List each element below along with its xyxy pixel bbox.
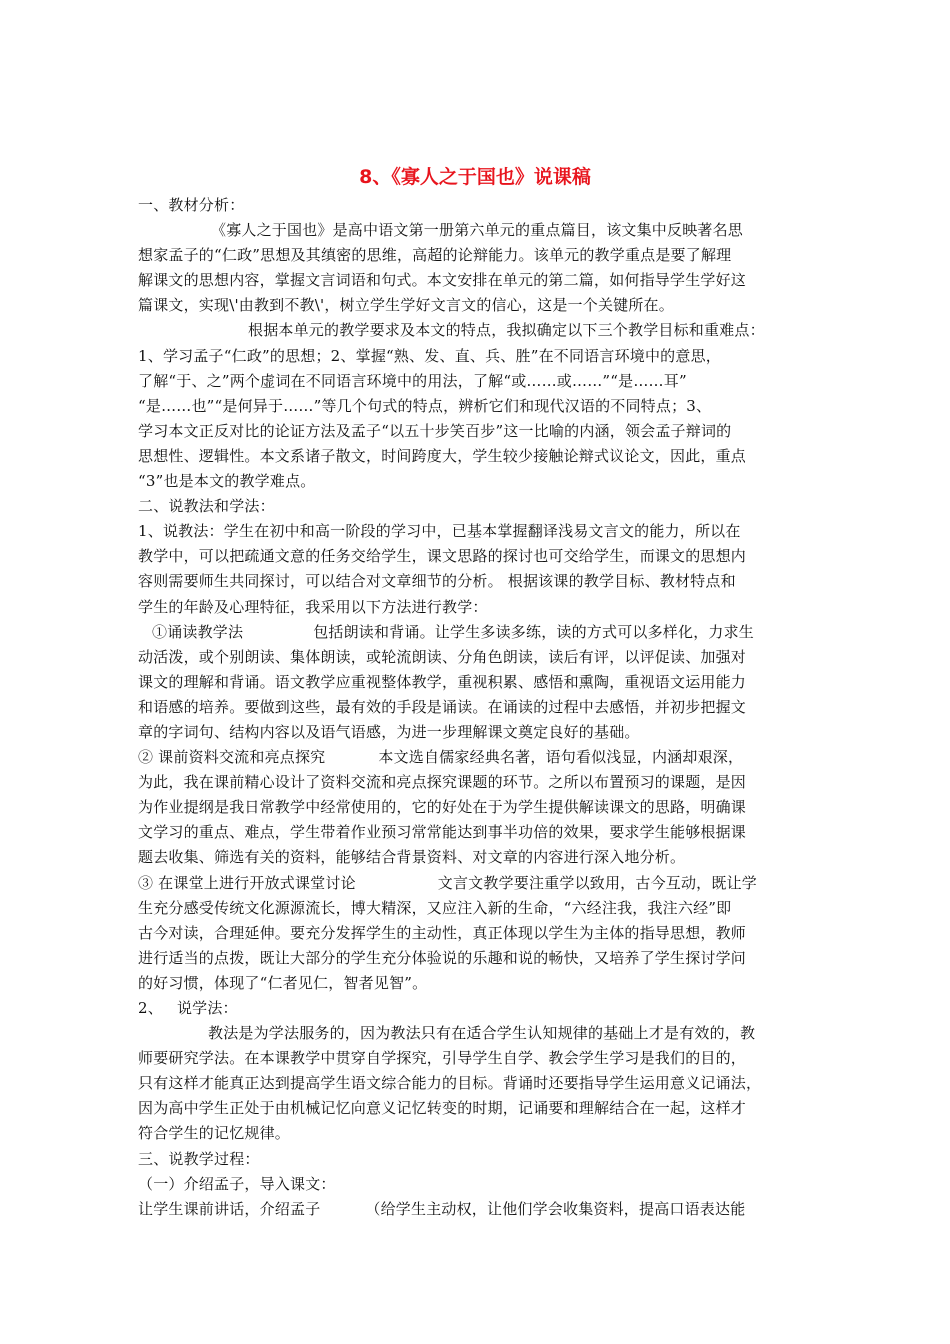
paragraph-line: 让学生课前讲话，介绍孟子 （给学生主动权，让他们学会收集资料，提高口语表达能 [138, 1199, 746, 1218]
subsection-heading: 2、 说学法： [138, 999, 238, 1017]
section-heading: 三、说教学过程： [138, 1149, 260, 1168]
paragraph-line: 了解“于、之”两个虚词在不同语言环境中的用法，了解“或……或……”“是……耳” [138, 371, 687, 390]
document-title: 8、《寡人之于国也》说课稿 [359, 166, 591, 188]
section-heading: 一、教材分析： [138, 196, 245, 214]
paragraph-line: 1、说教法：学生在初中和高一阶段的学习中，已基本掌握翻译浅易文言文的能力，所以在 [138, 522, 741, 541]
method-line: ③ 在课堂上进行开放式课堂讨论 文言文教学要注重学以致用，古今互动，既让学 [138, 873, 757, 892]
paragraph-line: 动活泼，或个别朗读、集体朗读，或轮流朗读、分角色朗读，读后有评，以评促读、加强对 [138, 647, 747, 666]
paragraph-line: 和语感的培养。要做到这些，最有效的手段是诵读。在诵读的过程中去感悟，并初步把握文 [138, 697, 747, 716]
paragraph-line: 篇课文，实现\'由教到不教\'，树立学生学好文言文的信心，这是一个关键所在。 [138, 296, 674, 315]
method-label: ② 课前资料交流和亮点探究 [138, 748, 326, 767]
paragraph-line: 古今对读，合理延伸。要充分发挥学生的主动性，真正体现以学生为主体的指导思想，教师 [138, 923, 747, 942]
paragraph-line: 解课文的思想内容，掌握文言词语和句式。本文安排在单元的第二篇，如何指导学生学好这 [138, 271, 747, 290]
paragraph-line: “是……也”“是何异于……”等几个句式的特点，辨析它们和现代汉语的不同特点；3、 [138, 396, 712, 415]
paragraph-line: 想家孟子的“仁政”思想及其缜密的思维，高超的论辩能力。该单元的教学重点是要了解理 [138, 246, 732, 265]
paragraph-line: 容则需要师生共同探讨，可以结合对文章细节的分析。 根据该课的教学目标、教材特点和 [138, 572, 736, 591]
method-label: ①诵读教学法 [152, 622, 244, 641]
paragraph-line: 思想性、逻辑性。本文系诸子散文，时间跨度大，学生较少接触论辩式议论文，因此，重点 [138, 446, 747, 465]
paragraph-line: 的好习惯，体现了“仁者见仁，智者见智”。 [138, 973, 428, 992]
paragraph-line: 教学中，可以把疏通文意的任务交给学生，课文思路的探讨也可交给学生，而课文的思想内 [138, 547, 747, 566]
paragraph-line: 课文的理解和背诵。语文教学应重视整体教学，重视积累、感悟和熏陶，重视语文运用能力 [138, 672, 747, 691]
document-body [138, 193, 828, 1222]
paragraph-line: 因为高中学生正处于由机械记忆向意义记忆转变的时期，记诵要和理解结合在一起，这样才 [138, 1099, 747, 1118]
paragraph-line: 《寡人之于国也》是高中语文第一册第六单元的重点篇目，该文集中反映著名思 [211, 221, 744, 240]
paragraph-line: 师要研究学法。在本课教学中贯穿自学探究，引导学生自学、教会学生学习是我们的目的， [138, 1049, 747, 1068]
paragraph-line: 为此，我在课前精心设计了资料交流和亮点探究课题的环节。之所以布置预习的课题，是因 [138, 773, 747, 792]
paragraph-line: 进行适当的点拨，既让大部分的学生充分体验说的乐趣和说的畅快，又培养了学生探讨学问 [138, 948, 747, 967]
method-label: ③ 在课堂上进行开放式课堂讨论 [138, 873, 356, 892]
paragraph-line: 为作业提纲是我日常教学中经常使用的，它的好处在于为学生提供解读课文的思路，明确课 [138, 798, 747, 817]
paragraph-line: 符合学生的记忆规律。 [138, 1124, 291, 1143]
method-line: ② 课前资料交流和亮点探究 本文选自儒家经典名著，语句看似浅显，内涵却艰深， [138, 748, 744, 767]
paragraph-line: 教法是为学法服务的，因为教法只有在适合学生认知规律的基础上才是有效的，教 [208, 1024, 756, 1043]
paragraph-line: 题去收集、筛选有关的资料，能够结合背景资料、对文章的内容进行深入地分析。 [138, 848, 686, 867]
section-heading: 二、说教法和学法： [138, 497, 275, 516]
paragraph-line: 学生的年龄及心理特征，我采用以下方法进行教学： [138, 597, 488, 616]
paragraph-line: 只有这样才能真正达到提高学生语文综合能力的目标。背诵时还要指导学生运用意义记诵法， [138, 1074, 762, 1093]
paragraph-line: 章的字词句、结构内容以及语气语感，为进一步理解课文奠定良好的基础。 [138, 722, 640, 741]
paragraph-line: 1、学习孟子“仁政”的思想；2、掌握“熟、发、直、兵、胜”在不同语言环境中的意思， [138, 346, 721, 365]
paragraph-line: 学习本文正反对比的论证方法及孟子“以五十步笑百步”这一比喻的内涵，领会孟子辩词的 [138, 421, 732, 440]
subsection-heading: （一）介绍孟子，导入课文： [138, 1174, 336, 1193]
method-line: ①诵读教学法 包括朗读和背诵。让学生多读多练，读的方式可以多样化，力求生 [152, 622, 755, 641]
paragraph-line: 根据本单元的教学要求及本文的特点，我拟确定以下三个教学目标和重难点： [248, 321, 765, 340]
paragraph-line: “3”也是本文的教学难点。 [138, 472, 316, 491]
paragraph-line: 文学习的重点、难点，学生带着作业预习常常能达到事半功倍的效果，要求学生能够根据课 [138, 823, 747, 842]
paragraph-line: 生充分感受传统文化源源流长，博大精深，又应注入新的生命，“六经注我，我注六经”即 [138, 898, 732, 917]
